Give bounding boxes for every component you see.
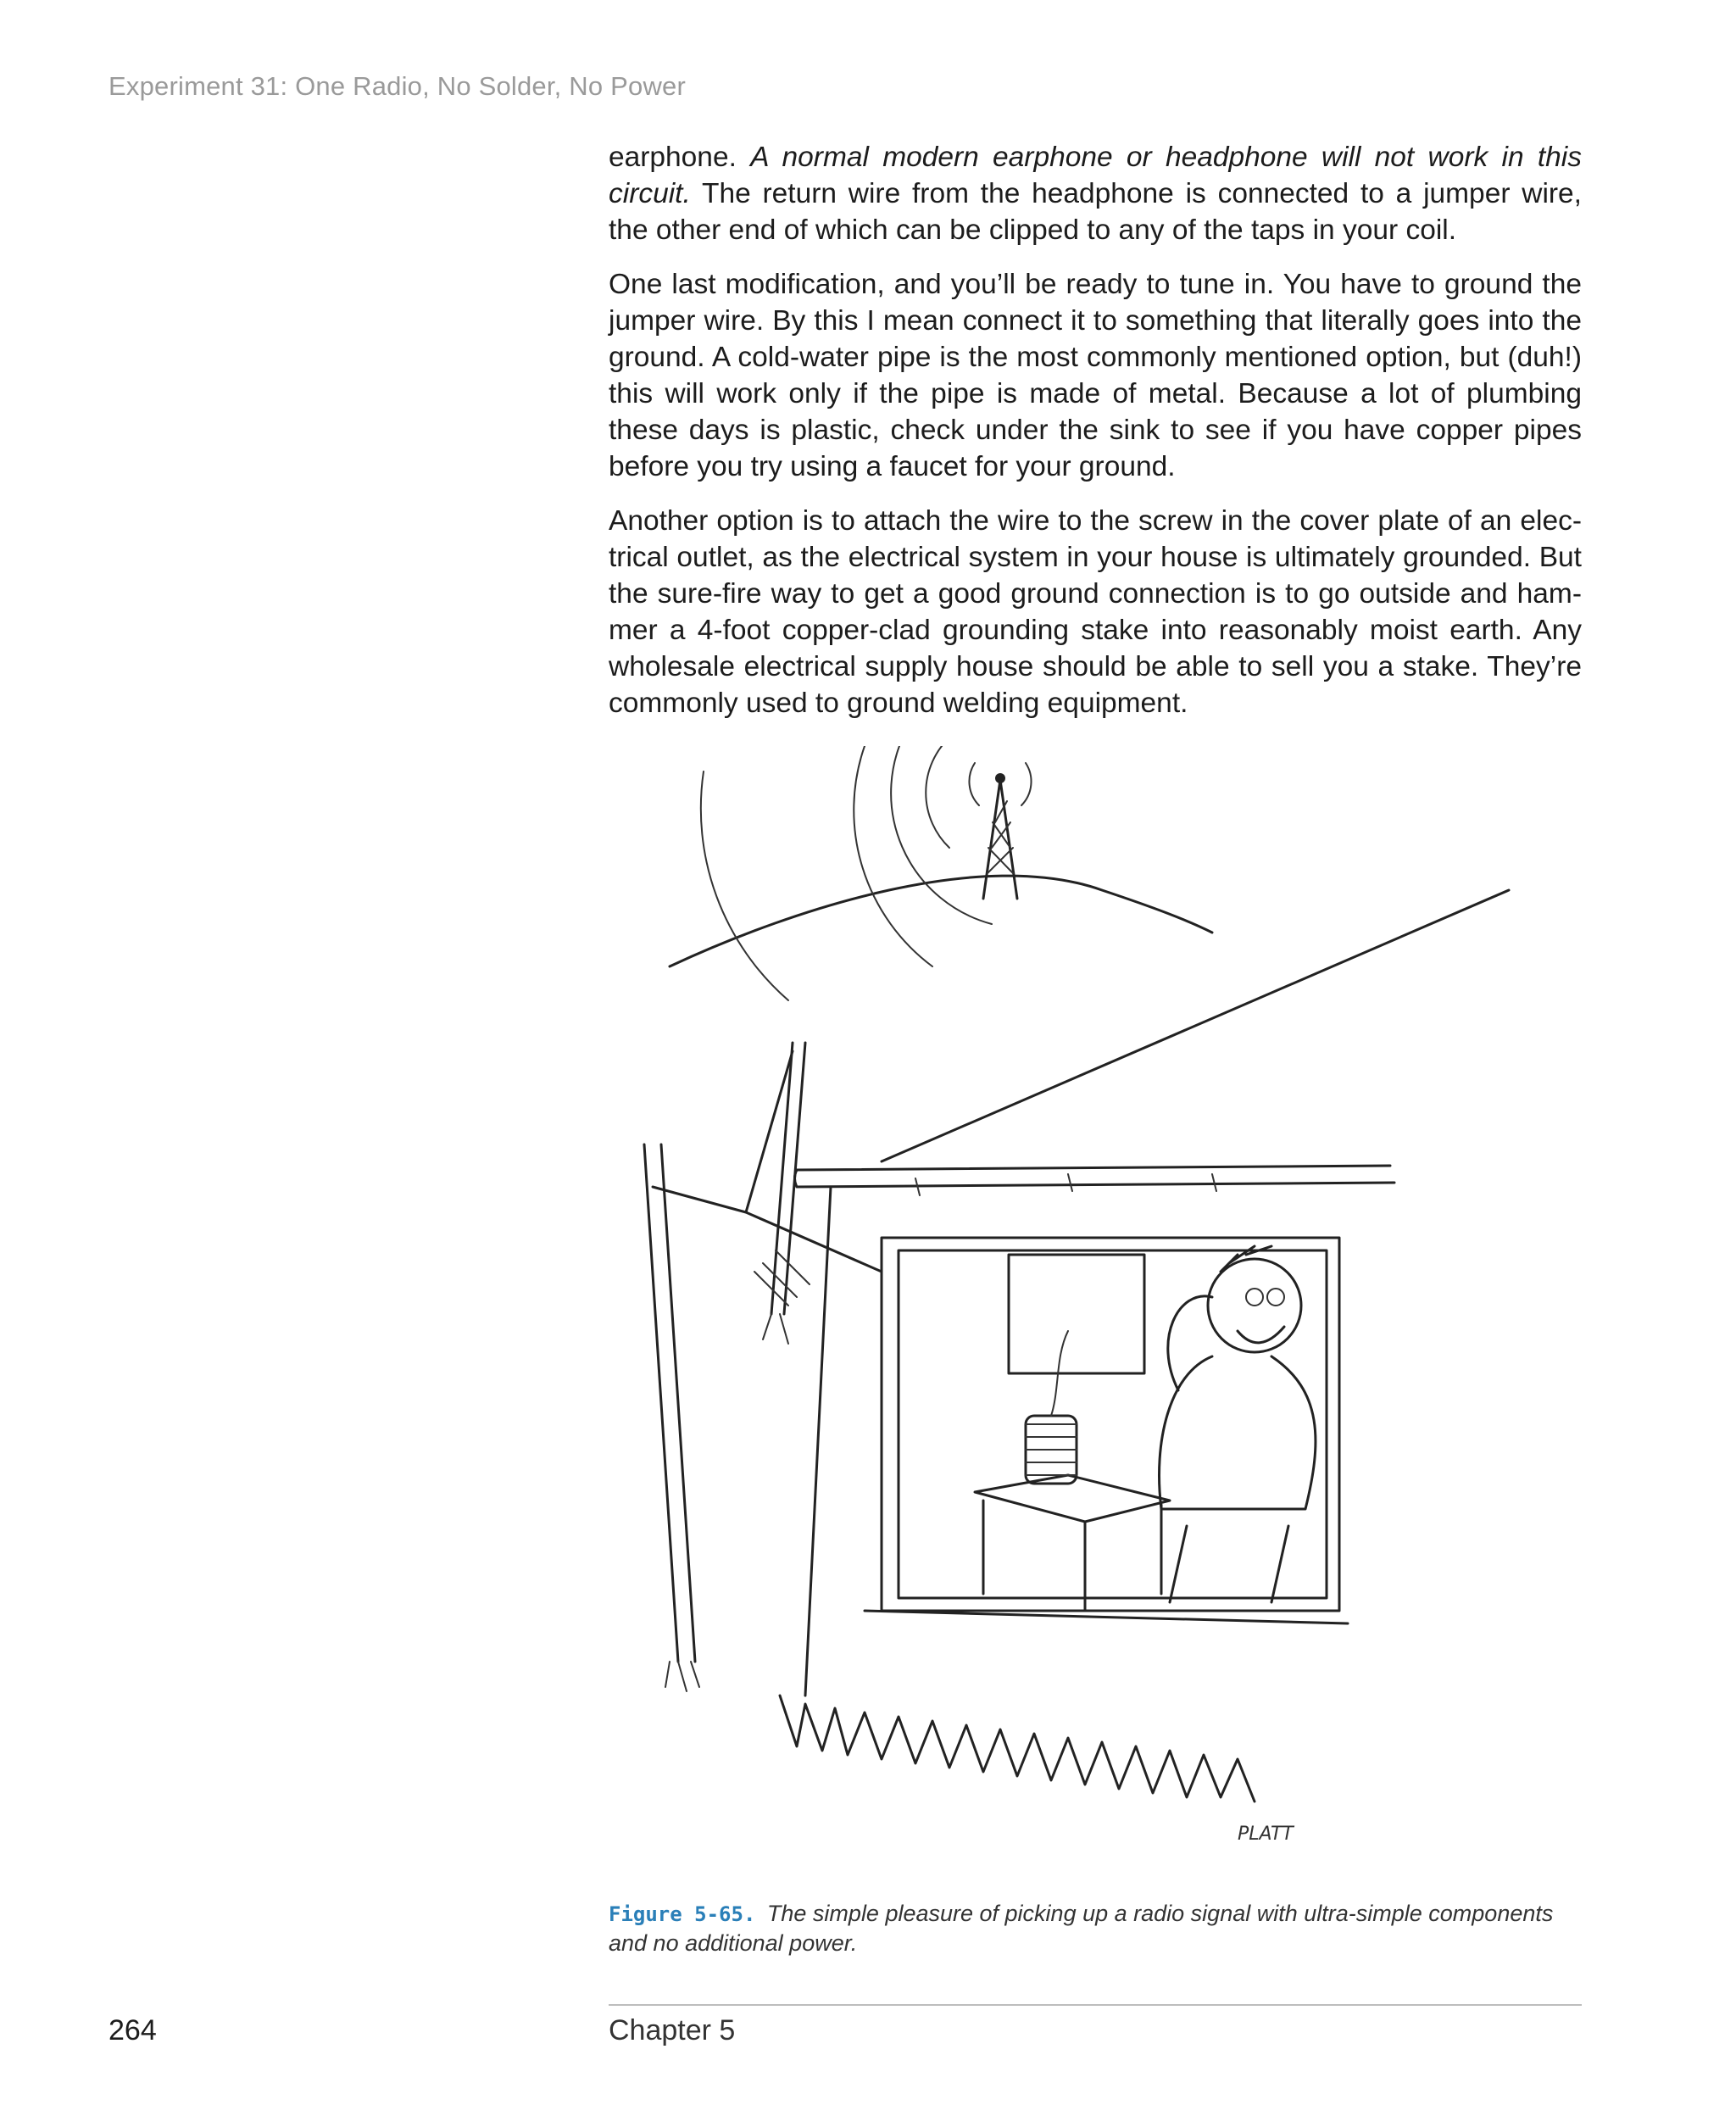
footer-rule bbox=[609, 2004, 1582, 2006]
running-head: Experiment 31: One Radio, No Solder, No Power bbox=[108, 71, 687, 101]
radio-tower bbox=[983, 773, 1017, 899]
paragraph-1-italic: A normal modern earphone or headphone will not work in this circuit. bbox=[609, 142, 1582, 209]
gutter bbox=[795, 1166, 1395, 1187]
person-listening bbox=[1160, 1246, 1316, 1602]
body-text bbox=[609, 139, 1582, 739]
window bbox=[865, 1238, 1348, 1623]
figure-illustration bbox=[627, 746, 1560, 1899]
paragraph-1-start: earphone. bbox=[609, 142, 751, 173]
chapter-label: Chapter 5 bbox=[609, 2014, 736, 2046]
antenna bbox=[644, 1043, 882, 1662]
paragraph-3: Another option is to attach the wire to the screw in the cover plate of an electrical outlet, as the electrical system in your house is ultimately grounded. But the sure-fire way to get a good ground connection is to go outside and hammer a 4-foot copper-clad grounding stake into reasonably moist earth. Any wholesale electrical supply house should be able to sell you a stake. They’re commonly used to ground welding equipment. bbox=[609, 505, 1582, 719]
house-wall bbox=[805, 1187, 831, 1696]
artist-signature: PLATT bbox=[1238, 1824, 1294, 1845]
paragraph-2: One last modification, and you’ll be ready to tune in. You have to ground the jumper wire. By this I mean connect it to something that literally goes into the ground. A cold-water pipe is the most commonly mentioned option, but (duh!) this will work only if the pipe is made of metal. Because a lot of plumbing these days is plastic, check under the sink to see if you have copper pipes before you try using a faucet for your ground. bbox=[609, 269, 1582, 482]
figure-caption bbox=[609, 1899, 1582, 1957]
grass bbox=[780, 1696, 1255, 1801]
radio-waves bbox=[701, 746, 1032, 1000]
figure-label: Figure 5-65. bbox=[609, 1902, 756, 1926]
hill bbox=[670, 876, 1212, 966]
paragraph-1-rest: The return wire from the headphone is connected to a jumper wire, the other end of which can be clipped to any of the taps in your coil. bbox=[609, 178, 1582, 246]
figure-caption-text: The simple pleasure of picking up a radio signal with ultra-simple components and no additional power. bbox=[609, 1901, 1554, 1956]
roof-line bbox=[882, 890, 1509, 1161]
paragraph-1 bbox=[609, 139, 1582, 248]
page-number: 264 bbox=[108, 2014, 157, 2046]
